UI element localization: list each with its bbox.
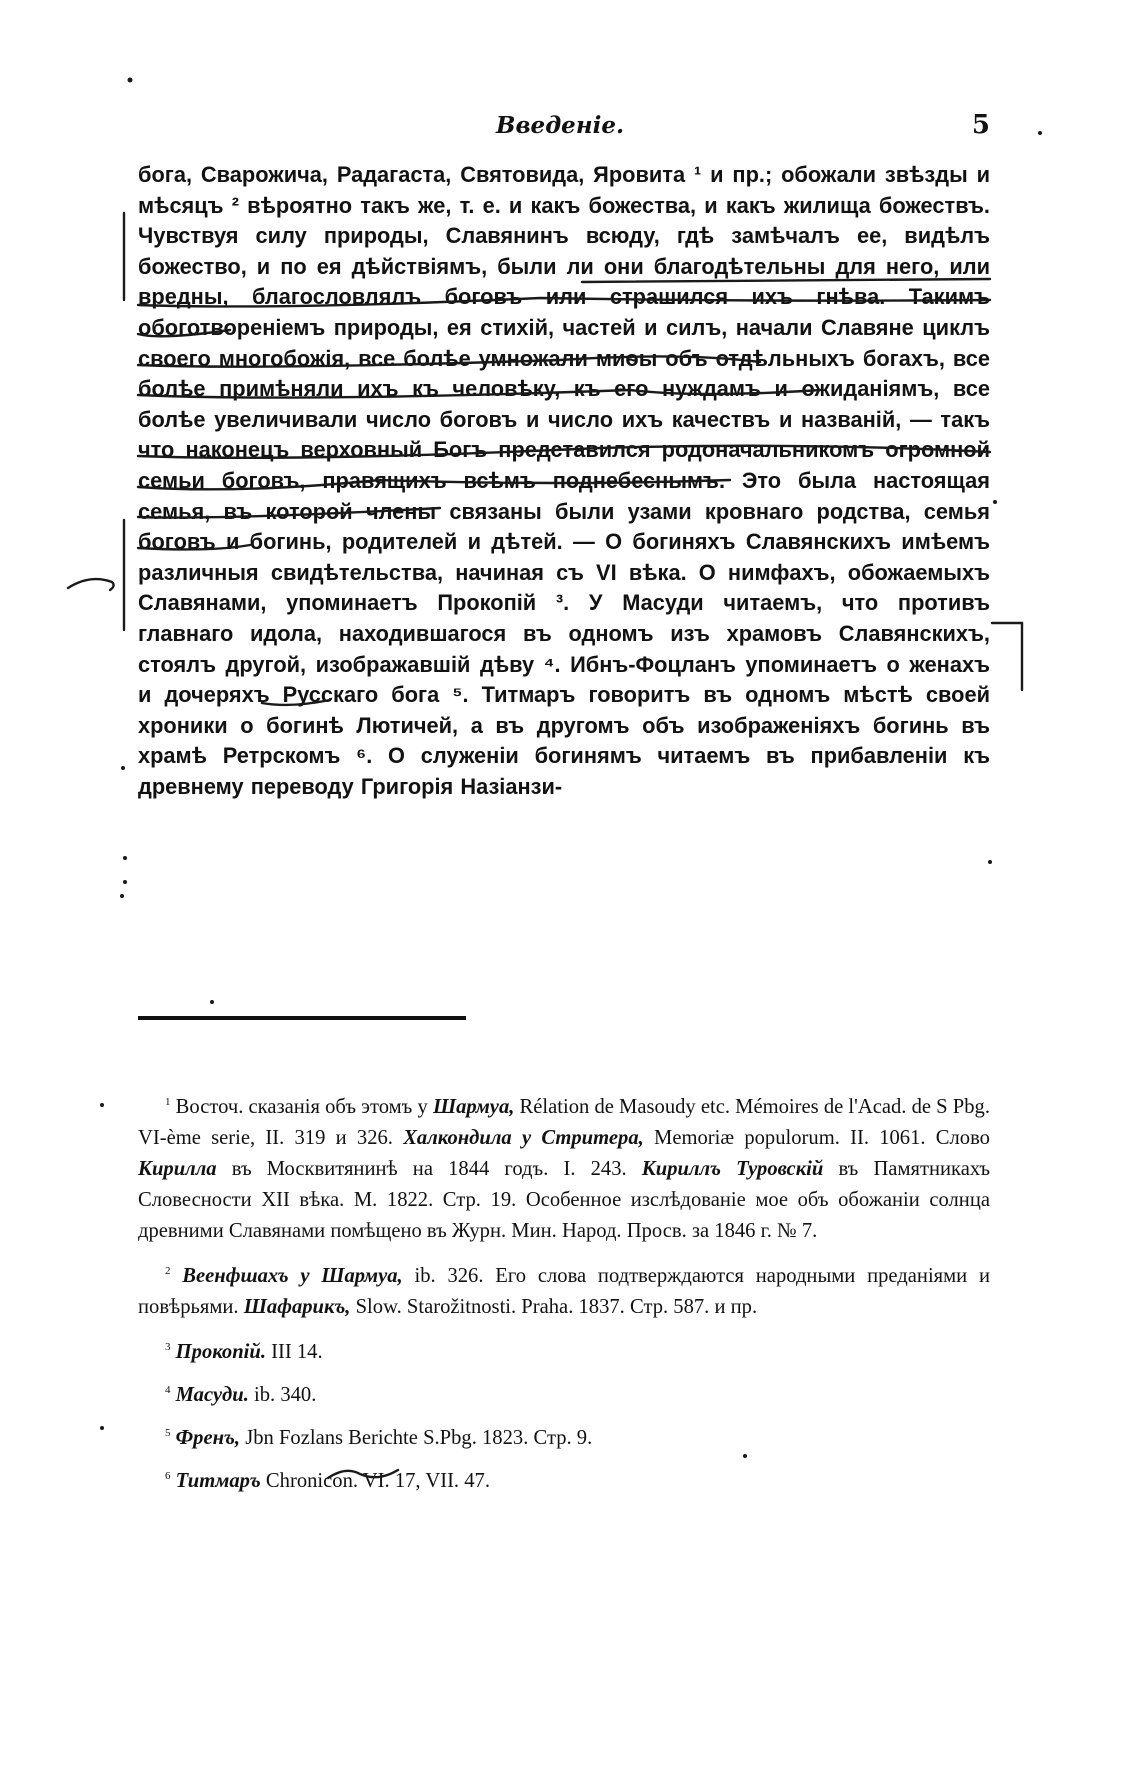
- footnote-3: [138, 1332, 990, 1368]
- footnote-text: Slow. Starožitnosti. Praha. 1837. Стр. 587. и пр.: [350, 1296, 758, 1318]
- footnote-text: Memoriæ populorum. II. 1061. Слово: [643, 1127, 990, 1149]
- footnote-marker: 5: [165, 1427, 171, 1439]
- ink-dot: [121, 766, 125, 770]
- footnote-text: Rélation de Masoudy etc. Mémoires de l'Acad. de S Pbg. VI-ème serie, II. 319 и 326.: [138, 1096, 990, 1149]
- footnote-5: [138, 1418, 990, 1454]
- ink-dot: [100, 1103, 104, 1107]
- ink-dot: [123, 880, 127, 884]
- footnote-author: Титмаръ: [175, 1470, 261, 1492]
- footnote-author: Веенфшахъ у Шармуа,: [182, 1265, 403, 1287]
- footnotes: [138, 1087, 990, 1504]
- footnote-1: [138, 1087, 990, 1247]
- footnote-marker: 2: [165, 1265, 171, 1277]
- footnote-text: Jbn Fozlans Berichte S.Pbg. 1823. Стр. 9.: [240, 1427, 593, 1449]
- ink-dot: [993, 500, 997, 504]
- ink-dot: [128, 78, 133, 83]
- ink-dot: [988, 860, 992, 864]
- footnote-marker: 3: [165, 1341, 171, 1353]
- ink-dot: [100, 1426, 104, 1430]
- footnote-2: [138, 1256, 990, 1323]
- footnote-author: Шафарикъ,: [243, 1296, 351, 1318]
- footnote-author: Масуди.: [175, 1384, 249, 1406]
- footnote-6: [138, 1461, 990, 1497]
- footnote-text: ib. 326. Его слова подтверждаются народными преданіями и повѣрьями.: [138, 1265, 990, 1318]
- running-header: [130, 112, 990, 156]
- margin-squiggle: [68, 579, 114, 590]
- footnote-author: Халкондила у Стритера,: [403, 1127, 644, 1149]
- footnote-text: въ Памятникахъ Словесности XII вѣка. М. 1822. Стр. 19. Особенное изслѣдованіе мое объ обожаніи солнца древними Славянами помѣщено въ Журн. Мин. Народ. Просв. за 1846 г. № 7.: [138, 1158, 990, 1242]
- footnote-4: [138, 1375, 990, 1411]
- footnote-separator: [138, 1016, 466, 1020]
- running-title: Введеніе.: [496, 112, 624, 139]
- ink-dot: [123, 856, 127, 860]
- footnote-marker: 4: [165, 1384, 171, 1396]
- footnote-text: Chronicon. VI. 17, VII. 47.: [260, 1470, 490, 1492]
- footnote-text: ib. 340.: [248, 1384, 317, 1406]
- footnote-author: Кириллъ Туровскій: [641, 1158, 824, 1180]
- ink-dot: [120, 894, 124, 898]
- ink-dot: [1038, 131, 1042, 135]
- footnote-text: III 14.: [266, 1341, 323, 1363]
- footnote-text: въ Москвитянинѣ на 1844 годъ. I. 243.: [216, 1158, 642, 1180]
- footnote-author: Кирилла: [138, 1158, 217, 1180]
- page-number: 5: [971, 110, 990, 140]
- ink-dot: [210, 1000, 214, 1004]
- footnote-author: Шармуа,: [432, 1096, 515, 1118]
- main-text: бога, Сварожича, Радагаста, Святовида, Яровита ¹ и пр.; обожали звѣзды и мѣсяцъ ² вѣроятно такъ же, т. е. и какъ божества, и какъ жилища божествъ. Чувствуя силу природы, Славянинъ всюду, гдѣ замѣчалъ ее, видѣлъ божество, и по ея дѣйствіямъ, были ли они благодѣтельны для него, или вредны, благословлялъ боговъ или страшился ихъ гнѣва. Такимъ обоготвореніемъ природы, ея стихій, частей и силъ, начали Славяне циклъ своего многобожія, все болѣе умножали миѳы объ отдѣльныхъ богахъ, все болѣе примѣняли ихъ къ человѣку, къ его нуждамъ и ожиданіямъ, все болѣе увеличивали число боговъ и число ихъ качествъ и названій, — такъ что наконецъ верховный Богъ представился родоначальникомъ огромной семьи боговъ, правящихъ всѣмъ поднебеснымъ. Это была настоящая семья, въ которой члены связаны были узами кровнаго родства, семья боговъ и богинь, родителей и дѣтей. — О богиняхъ Славянскихъ имѣемъ различныя свидѣтельства, начиная съ VI вѣка. О нимфахъ, обожаемыхъ Славянами, упоминаетъ Прокопій ³. У Масуди читаемъ, что противъ главнаго идола, находившагося въ одномъ изъ храмовъ Славянскихъ, стоялъ другой, изображавшій дѣву ⁴. Ибнъ-Фоцланъ упоминаетъ о женахъ и дочеряхъ Русскаго бога ⁵. Титмаръ говоритъ въ одномъ мѣстѣ своей хроники о богинѣ Лютичей, а въ другомъ объ изображеніяхъ богинь въ храмѣ Ретрскомъ ⁶. О служеніи богинямъ читаемъ въ прибавленіи къ древнему переводу Григорія Назіанзи-: [138, 162, 990, 799]
- footnote-text: Восточ. сказанія объ этомъ у: [175, 1096, 433, 1118]
- margin-bracket-right: [992, 623, 1022, 690]
- footnote-marker: 6: [165, 1470, 171, 1482]
- footnote-author: Френъ,: [175, 1427, 241, 1449]
- footnote-author: Прокопій.: [175, 1341, 266, 1363]
- footnote-marker: 1: [165, 1096, 171, 1108]
